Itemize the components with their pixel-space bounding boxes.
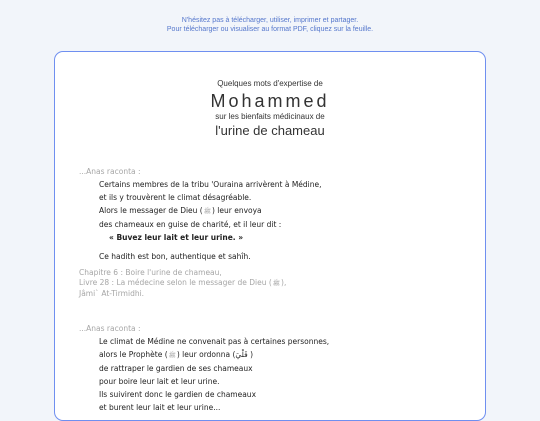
notice-line-1: N'hésitez pas à télécharger, utiliser, imprimer et partager. [181,17,359,24]
salutation-icon: ﷺ [168,352,176,359]
source-1 [79,268,479,299]
hadith-1-line-1: Certains membres de la tribu 'Ouraina arrivèrent à Médine, [99,180,322,189]
document-sheet[interactable] [54,51,486,421]
hadith-1 [79,165,479,263]
notice-line-2: Pour télécharger ou visualiser au format PDF, cliquez sur la feuille. [166,26,374,33]
arabic-word: فَلْيَ [235,350,248,359]
hadith-2-line-6: et burent leur lait et leur urine... [99,403,221,412]
hadith-1-line-2: et ils y trouvèrent le climat désagréable. [99,193,252,202]
download-notice [0,16,540,34]
document-title [55,79,485,139]
hadith-2 [79,322,479,414]
hadith-2-intro: ...Anas raconta : [79,324,141,333]
title-line-3: sur les bienfaits médicinaux de [215,112,325,121]
source-1-line-2: Livre 28 : La médecine selon le messager de Dieu (ﷺ), [79,278,287,287]
salutation-icon: ﷺ [272,280,281,287]
hadith-2-line-1: Le climat de Médine ne convenait pas à certaines personnes, [99,337,330,346]
source-1-line-1: Chapitre 6 : Boire l'urine de chameau, [79,268,222,277]
hadith-1-quote: « Buvez leur lait et leur urine. » [109,233,244,242]
hadith-2-line-3: de rattraper le gardien de ses chameaux [99,364,253,373]
hadith-1-grade: Ce hadith est bon, authentique et sahîh. [99,252,251,261]
hadith-2-line-4: pour boire leur lait et leur urine. [99,377,220,386]
salutation-icon: ﷺ [203,208,211,215]
title-name: Mohammed [210,91,330,111]
hadith-2-line-5: Ils suivirent donc le gardien de chameaux [99,390,257,399]
title-line-4: l'urine de chameau [215,123,325,138]
hadith-2-line-2: alors le Prophète (ﷺ) leur ordonna (فَلْيَ ) [79,348,479,362]
title-line-1: Quelques mots d'expertise de [217,79,323,88]
hadith-1-intro: ...Anas raconta : [79,167,141,176]
source-1-line-3: Jâmi` At-Tirmidhi. [79,289,145,298]
hadith-1-line-4: des chameaux en guise de charité, et il leur dit : [99,220,282,229]
hadith-1-line-3: Alors le messager de Dieu (ﷺ) leur envoya [79,204,479,218]
